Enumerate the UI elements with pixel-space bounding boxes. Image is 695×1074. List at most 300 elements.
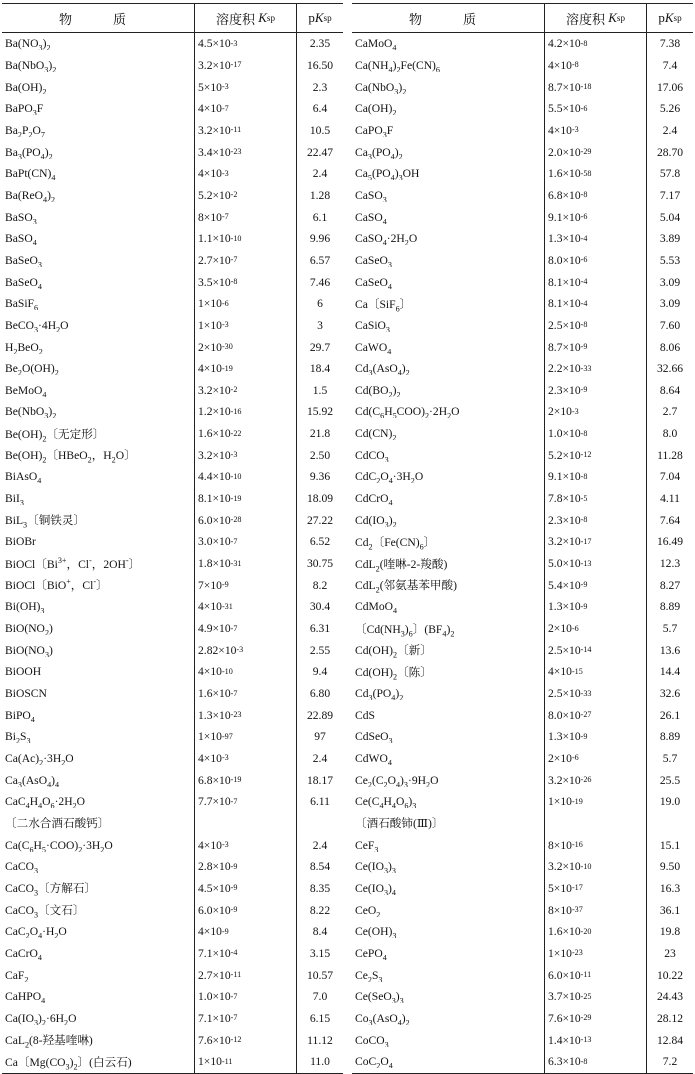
pksp-cell: 22.47 bbox=[296, 141, 343, 163]
table-row bbox=[2, 553, 343, 575]
ksp-cell: 1.3×10 -9 bbox=[544, 596, 646, 618]
table-row bbox=[352, 574, 693, 596]
ksp-cell: 6.8×10 -19 bbox=[194, 769, 296, 791]
substance-cell: CaCO$_3$〔方解石〕 bbox=[5, 882, 97, 897]
pksp-cell: 11.12 bbox=[296, 1029, 343, 1051]
pksp-cell: 6.4 bbox=[296, 98, 343, 120]
ksp-cell: 5.5×10 -6 bbox=[544, 98, 646, 120]
ksp-cell: 2.3×10 -9 bbox=[544, 380, 646, 402]
header-ksp: 溶度积 K sp bbox=[194, 4, 296, 32]
pksp-cell: 2.4 bbox=[296, 834, 343, 856]
table-row bbox=[352, 358, 693, 380]
substance-cell: $Ce(C_4H_4O_6)_3$ bbox=[355, 795, 417, 809]
table-header bbox=[2, 4, 343, 33]
pksp-cell: 6.52 bbox=[296, 531, 343, 553]
substance-cell: $Ca_3(AsO_4)_4$ bbox=[5, 773, 60, 787]
pksp-cell: 2.55 bbox=[296, 639, 343, 661]
table-row bbox=[352, 1029, 693, 1051]
ksp-cell: 4.5×10 -3 bbox=[194, 33, 296, 55]
ksp-cell: 4.2×10 -8 bbox=[544, 33, 646, 55]
substance-cell: $Ba(ReO_4)_2$ bbox=[5, 188, 55, 202]
ksp-cell: 8.0×10 -27 bbox=[544, 704, 646, 726]
substance-cell: CeO$_2$ bbox=[355, 903, 381, 917]
pksp-cell: 9.96 bbox=[296, 228, 343, 250]
ksp-cell: 6.0×10 -9 bbox=[194, 899, 296, 921]
table-row bbox=[352, 163, 693, 185]
table-row bbox=[2, 185, 343, 207]
ksp-cell: 1.6×10 -7 bbox=[194, 683, 296, 705]
substance-cell: $Ca(C_6H_5\cdot COO)_2\cdot 3H_2O$ bbox=[5, 838, 113, 852]
table-row bbox=[352, 791, 693, 813]
substance-cell: $CaSO_4\cdot 2H_2O$ bbox=[355, 232, 418, 246]
pksp-cell: 7.38 bbox=[646, 33, 693, 55]
substance-cell: $Bi(OH)_3$ bbox=[5, 600, 45, 614]
table-row bbox=[2, 1029, 343, 1051]
pksp-cell: 8.4 bbox=[296, 921, 343, 943]
pksp-cell: 16.3 bbox=[646, 878, 693, 900]
substance-cell: $Ce(IO_3)_4$ bbox=[355, 881, 396, 895]
ksp-cell: 2.5×10 -14 bbox=[544, 639, 646, 661]
substance-cell: CaCrO$_4$ bbox=[5, 946, 42, 960]
substance-cell: $Ba(NO_3)_2$ bbox=[5, 37, 51, 51]
table-row bbox=[2, 791, 343, 813]
substance-cell: $Cd(CN)_2$ bbox=[355, 427, 397, 441]
substance-cell: BiOCl〔$Bi^{3+}$，Cl-，2OH-〕 bbox=[5, 555, 141, 571]
table-row bbox=[2, 921, 343, 943]
ksp-cell: 4.4×10 -10 bbox=[194, 466, 296, 488]
substance-cell: BiPO$_4$ bbox=[5, 708, 35, 722]
substance-cell: CdL$_2$(喹啉-2-羧酸) bbox=[355, 557, 448, 572]
table-row bbox=[2, 986, 343, 1008]
table-row bbox=[2, 1008, 343, 1030]
ksp-cell: 8×10 -16 bbox=[544, 834, 646, 856]
substance-cell: BiI$_3$ bbox=[5, 492, 24, 506]
pksp-cell: 7.64 bbox=[646, 509, 693, 531]
ksp-cell: 3.2×10 -11 bbox=[194, 120, 296, 142]
ksp-cell: 1.3×10 -9 bbox=[544, 726, 646, 748]
table-row bbox=[352, 878, 693, 900]
ksp-cell: 4×10 -15 bbox=[544, 661, 646, 683]
substance-cell: CdL$_2$(邻氨基苯甲酸) bbox=[355, 579, 457, 594]
ksp-cell: 3.5×10 -8 bbox=[194, 271, 296, 293]
ksp-cell: 2.7×10 -7 bbox=[194, 250, 296, 272]
substance-cell: $BiO(NO_2)$ bbox=[5, 622, 53, 636]
table-row bbox=[352, 704, 693, 726]
table-row bbox=[2, 618, 343, 640]
ksp-cell: 1×10 -6 bbox=[194, 293, 296, 315]
pksp-cell: 97 bbox=[296, 726, 343, 748]
substance-cell: $H_2BeO_2$ bbox=[5, 340, 43, 354]
table-row bbox=[2, 509, 343, 531]
table-row bbox=[2, 120, 343, 142]
substance-cell: $Ca_5(PO_4)_3OH$ bbox=[355, 167, 420, 181]
ksp-cell: 3.2×10 -17 bbox=[544, 531, 646, 553]
substance-cell: $Cd(C_6H_5COO)_2\cdot 2H_2O$ bbox=[355, 405, 460, 419]
substance-cell: CaSO$_4$ bbox=[355, 210, 387, 224]
pksp-cell: 3 bbox=[296, 315, 343, 337]
ksp-cell: 1.6×10 -58 bbox=[544, 163, 646, 185]
substance-cell: CaF$_2$ bbox=[5, 968, 29, 982]
ksp-cell: 8.7×10 -18 bbox=[544, 76, 646, 98]
ksp-cell: 4×10 -3 bbox=[194, 834, 296, 856]
pksp-cell: 25.5 bbox=[646, 769, 693, 791]
ksp-cell: 6.3×10 -8 bbox=[544, 1051, 646, 1073]
substance-cell: $Cd_2$〔$Fe(CN)_6$〕 bbox=[355, 535, 436, 550]
substance-cell: $Ca(NH_4)_2Fe(CN)_6$ bbox=[355, 58, 440, 72]
solubility-table-left bbox=[2, 3, 343, 1074]
table-row bbox=[352, 769, 693, 791]
pksp-cell: 7.04 bbox=[646, 466, 693, 488]
table-row bbox=[2, 531, 343, 553]
table-row bbox=[2, 466, 343, 488]
substance-cell: CePO$_4$ bbox=[355, 946, 387, 960]
table-row bbox=[352, 531, 693, 553]
substance-cell: BaSO$_4$ bbox=[5, 232, 37, 246]
table-row bbox=[352, 250, 693, 272]
pksp-cell: 7.60 bbox=[646, 315, 693, 337]
pksp-cell: 8.2 bbox=[296, 574, 343, 596]
substance-cell: CdCO$_3$ bbox=[355, 448, 389, 462]
table-row bbox=[352, 639, 693, 661]
pksp-cell: 4.11 bbox=[646, 488, 693, 510]
pksp-cell: 22.89 bbox=[296, 704, 343, 726]
substance-cell: CdCrO$_4$ bbox=[355, 492, 393, 506]
pksp-cell: 2.4 bbox=[296, 748, 343, 770]
pksp-cell: 11.28 bbox=[646, 444, 693, 466]
table-row bbox=[2, 250, 343, 272]
header-ksp: 溶度积 K sp bbox=[544, 4, 646, 32]
pksp-cell: 7.46 bbox=[296, 271, 343, 293]
ksp-cell: 7.6×10 -29 bbox=[544, 1008, 646, 1030]
pksp-cell: 12.84 bbox=[646, 1029, 693, 1051]
substance-cell: CaSiO$_3$ bbox=[355, 318, 390, 332]
table-row bbox=[2, 423, 343, 445]
table-row bbox=[352, 553, 693, 575]
table-row bbox=[352, 748, 693, 770]
substance-cell: CoCO$_3$ bbox=[355, 1033, 389, 1047]
substance-cell: $Ba_3(PO_4)_2$ bbox=[5, 145, 53, 159]
ksp-cell: 1.4×10 -13 bbox=[544, 1029, 646, 1051]
ksp-cell: 2.2×10 -33 bbox=[544, 358, 646, 380]
pksp-cell: 2.50 bbox=[296, 444, 343, 466]
ksp-cell: 4×10 -3 bbox=[194, 748, 296, 770]
ksp-cell: 3.2×10 -17 bbox=[194, 55, 296, 77]
table-row bbox=[352, 444, 693, 466]
table-row bbox=[2, 488, 343, 510]
table-row bbox=[2, 683, 343, 705]
ksp-cell: 7.7×10 -7 bbox=[194, 791, 296, 813]
pksp-cell: 8.54 bbox=[296, 856, 343, 878]
pksp-cell: 23 bbox=[646, 943, 693, 965]
ksp-cell: 4×10 -10 bbox=[194, 661, 296, 683]
ksp-cell: 2×10 -6 bbox=[544, 748, 646, 770]
ksp-cell: 4×10 -19 bbox=[194, 358, 296, 380]
ksp-cell: 6.0×10 -11 bbox=[544, 964, 646, 986]
ksp-cell: 4×10 -31 bbox=[194, 596, 296, 618]
table-row bbox=[2, 596, 343, 618]
ksp-cell: 7.1×10 -7 bbox=[194, 1008, 296, 1030]
table-row bbox=[2, 336, 343, 358]
substance-cell: CdS bbox=[355, 708, 375, 722]
table-row bbox=[352, 206, 693, 228]
ksp-cell: 3.4×10 -23 bbox=[194, 141, 296, 163]
pksp-cell: 19.8 bbox=[646, 921, 693, 943]
pksp-cell: 15.92 bbox=[296, 401, 343, 423]
table-row bbox=[2, 1051, 343, 1073]
pksp-cell: 10.22 bbox=[646, 964, 693, 986]
pksp-cell: 27.22 bbox=[296, 509, 343, 531]
pksp-cell: 6.80 bbox=[296, 683, 343, 705]
substance-cell: BiOSCN bbox=[5, 687, 47, 701]
pksp-cell: 3.09 bbox=[646, 271, 693, 293]
substance-cell: $Ca(OH)_2$ bbox=[355, 102, 397, 116]
substance-cell: $Ca(IO_3)_2\cdot 6H_2O$ bbox=[5, 1011, 77, 1025]
pksp-cell: 2.3 bbox=[296, 76, 343, 98]
pksp-cell: 6.57 bbox=[296, 250, 343, 272]
table-row bbox=[2, 141, 343, 163]
substance-cell: $Cd_3(PO_4)_2$ bbox=[355, 687, 404, 701]
pksp-cell: 24.43 bbox=[646, 986, 693, 1008]
table-row bbox=[352, 185, 693, 207]
table-row bbox=[2, 228, 343, 250]
table-row bbox=[352, 401, 693, 423]
table-row bbox=[2, 704, 343, 726]
ksp-cell: 8×10 -7 bbox=[194, 206, 296, 228]
ksp-cell: 5×10 -3 bbox=[194, 76, 296, 98]
table-row bbox=[352, 964, 693, 986]
ksp-cell: 3.2×10 -26 bbox=[544, 769, 646, 791]
ksp-cell bbox=[194, 813, 296, 835]
substance-cell: CaSO$_3$ bbox=[355, 188, 387, 202]
substance-cell: BiL$_3$〔铜铁灵〕 bbox=[5, 514, 86, 529]
table-row bbox=[352, 986, 693, 1008]
substance-cell: BiOOH bbox=[5, 665, 42, 679]
table-row bbox=[352, 899, 693, 921]
header-pksp: p K sp bbox=[646, 4, 693, 32]
ksp-cell: 8×10 -37 bbox=[544, 899, 646, 921]
pksp-cell: 6.15 bbox=[296, 1008, 343, 1030]
pksp-cell: 8.22 bbox=[296, 899, 343, 921]
pksp-cell: 1.5 bbox=[296, 380, 343, 402]
substance-cell: 〔二水合酒石酸钙〕 bbox=[5, 817, 110, 831]
substance-cell: $Co_3(AsO_4)_2$ bbox=[355, 1011, 410, 1025]
ksp-cell: 5.2×10 -2 bbox=[194, 185, 296, 207]
pksp-cell: 12.3 bbox=[646, 553, 693, 575]
table-row bbox=[352, 76, 693, 98]
pksp-cell: 14.4 bbox=[646, 661, 693, 683]
ksp-cell: 5.2×10 -12 bbox=[544, 444, 646, 466]
substance-cell: $CaC_4H_4O_6\cdot 2H_2O$ bbox=[5, 795, 86, 809]
ksp-cell: 9.1×10 -8 bbox=[544, 466, 646, 488]
table-row bbox=[2, 899, 343, 921]
pksp-cell: 2.4 bbox=[296, 163, 343, 185]
pksp-cell: 19.0 bbox=[646, 791, 693, 813]
ksp-cell: 1×10 -11 bbox=[194, 1051, 296, 1073]
solubility-table-right bbox=[352, 3, 693, 1074]
table-body bbox=[2, 33, 343, 1073]
pksp-cell: 5.26 bbox=[646, 98, 693, 120]
pksp-cell: 5.7 bbox=[646, 618, 693, 640]
pksp-cell: 36.1 bbox=[646, 899, 693, 921]
ksp-cell: 4×10 -3 bbox=[194, 163, 296, 185]
substance-cell: CaWO$_4$ bbox=[355, 340, 392, 354]
substance-cell: $Cd(IO_3)_2$ bbox=[355, 513, 397, 527]
substance-cell: $Ba_2P_2O_7$ bbox=[5, 123, 45, 137]
pksp-cell: 13.6 bbox=[646, 639, 693, 661]
ksp-cell: 3.2×10 -2 bbox=[194, 380, 296, 402]
pksp-cell: 17.06 bbox=[646, 76, 693, 98]
pksp-cell: 18.09 bbox=[296, 488, 343, 510]
table-row bbox=[352, 834, 693, 856]
table-row bbox=[2, 834, 343, 856]
substance-cell: CaL$_2$(8-羟基喹啉) bbox=[5, 1034, 93, 1049]
ksp-cell: 5×10 -17 bbox=[544, 878, 646, 900]
substance-cell: $Ce(SeO_3)_3$ bbox=[355, 990, 404, 1004]
pksp-cell: 18.17 bbox=[296, 769, 343, 791]
pksp-cell: 3.15 bbox=[296, 943, 343, 965]
substance-cell: $Ca(NbO_3)_2$ bbox=[355, 80, 407, 94]
ksp-cell: 5.4×10 -9 bbox=[544, 574, 646, 596]
table-row bbox=[352, 921, 693, 943]
table-row bbox=[2, 33, 343, 55]
ksp-cell: 2.7×10 -11 bbox=[194, 964, 296, 986]
pksp-cell: 6 bbox=[296, 293, 343, 315]
table-row bbox=[2, 639, 343, 661]
table-row bbox=[352, 683, 693, 705]
substance-cell: BaSO$_3$ bbox=[5, 210, 37, 224]
substance-cell: $Cd(BO_2)_2$ bbox=[355, 383, 401, 397]
pksp-cell: 9.50 bbox=[646, 856, 693, 878]
substance-cell: CdWO$_4$ bbox=[355, 751, 392, 765]
table-header bbox=[352, 4, 693, 33]
ksp-cell: 8.7×10 -9 bbox=[544, 336, 646, 358]
ksp-cell: 6.8×10 -8 bbox=[544, 185, 646, 207]
pksp-cell: 5.04 bbox=[646, 206, 693, 228]
ksp-cell: 4.5×10 -9 bbox=[194, 878, 296, 900]
header-substance: 物 质 bbox=[408, 11, 490, 27]
substance-cell: Ca〔$Mg(CO_3)_2$〕(白云石) bbox=[5, 1055, 132, 1070]
substance-cell: $Be(NbO_3)_2$ bbox=[5, 405, 57, 419]
table-row bbox=[352, 466, 693, 488]
ksp-cell: 8.0×10 -6 bbox=[544, 250, 646, 272]
ksp-cell: 2.5×10 -8 bbox=[544, 315, 646, 337]
substance-cell: BiOBr bbox=[5, 535, 36, 549]
table-row bbox=[352, 488, 693, 510]
pksp-cell: 2.35 bbox=[296, 33, 343, 55]
ksp-cell: 8.1×10 -19 bbox=[194, 488, 296, 510]
ksp-cell: 1.6×10 -20 bbox=[544, 921, 646, 943]
pksp-cell: 8.27 bbox=[646, 574, 693, 596]
pksp-cell: 3.89 bbox=[646, 228, 693, 250]
table-row bbox=[352, 726, 693, 748]
table-body bbox=[352, 33, 693, 1073]
pksp-cell bbox=[646, 813, 693, 835]
table-row bbox=[2, 943, 343, 965]
ksp-cell bbox=[544, 813, 646, 835]
pksp-cell: 8.0 bbox=[646, 423, 693, 445]
pksp-cell: 1.28 bbox=[296, 185, 343, 207]
table-row bbox=[352, 943, 693, 965]
table-row bbox=[352, 509, 693, 531]
table-row bbox=[2, 380, 343, 402]
table-row bbox=[2, 358, 343, 380]
pksp-cell: 8.06 bbox=[646, 336, 693, 358]
substance-cell: $BiO(NO_3)$ bbox=[5, 643, 53, 657]
ksp-cell: 7.6×10 -12 bbox=[194, 1029, 296, 1051]
table-row bbox=[352, 618, 693, 640]
substance-cell: CaPO$_3$F bbox=[355, 123, 394, 137]
substance-cell: BeMoO$_4$ bbox=[5, 383, 47, 397]
table-row bbox=[2, 206, 343, 228]
pksp-cell: 5.53 bbox=[646, 250, 693, 272]
table-row bbox=[2, 661, 343, 683]
ksp-cell: 7.8×10 -5 bbox=[544, 488, 646, 510]
ksp-cell: 7×10 -9 bbox=[194, 574, 296, 596]
table-row bbox=[352, 1051, 693, 1073]
pksp-cell: 8.64 bbox=[646, 380, 693, 402]
ksp-cell: 1.0×10 -7 bbox=[194, 986, 296, 1008]
substance-cell: $CdC_2O_4\cdot 3H_2O$ bbox=[355, 470, 424, 484]
ksp-cell: 2.8×10 -9 bbox=[194, 856, 296, 878]
substance-cell: BaSiF$_6$ bbox=[5, 297, 39, 311]
pksp-cell: 11.0 bbox=[296, 1051, 343, 1073]
ksp-cell: 3.2×10 -10 bbox=[544, 856, 646, 878]
ksp-cell: 1.2×10 -16 bbox=[194, 401, 296, 423]
ksp-cell: 1.1×10 -10 bbox=[194, 228, 296, 250]
substance-cell: $Be(OH)_2$〔HBeO$_2$，$H_2O$〕 bbox=[5, 449, 136, 464]
pksp-cell: 5.7 bbox=[646, 748, 693, 770]
pksp-cell: 32.6 bbox=[646, 683, 693, 705]
table-row bbox=[2, 293, 343, 315]
substance-cell: $Ce(IO_3)_3$ bbox=[355, 860, 396, 874]
pksp-cell: 8.89 bbox=[646, 596, 693, 618]
table-row bbox=[352, 380, 693, 402]
substance-cell: $Cd(OH)_2$〔陈〕 bbox=[355, 665, 432, 680]
ksp-cell: 7.1×10 -4 bbox=[194, 943, 296, 965]
substance-cell: CaSeO$_4$ bbox=[355, 275, 392, 289]
pksp-cell: 21.8 bbox=[296, 423, 343, 445]
ksp-cell: 1.3×10 -23 bbox=[194, 704, 296, 726]
substance-cell: BiAsO$_4$ bbox=[5, 470, 42, 484]
substance-cell: BaSeO$_4$ bbox=[5, 275, 42, 289]
pksp-cell: 8.89 bbox=[646, 726, 693, 748]
substance-cell: CeF$_3$ bbox=[355, 838, 379, 852]
table-row bbox=[2, 964, 343, 986]
substance-cell: 〔酒石酸铈(Ⅲ)〕 bbox=[355, 817, 444, 831]
ksp-cell: 1.6×10 -22 bbox=[194, 423, 296, 445]
pksp-cell: 9.36 bbox=[296, 466, 343, 488]
ksp-cell: 8.1×10 -4 bbox=[544, 271, 646, 293]
substance-cell: BaPO$_3$F bbox=[5, 102, 44, 116]
substance-cell: BiOCl〔BiO+，Cl-〕 bbox=[5, 577, 108, 593]
ksp-cell: 1.8×10 -31 bbox=[194, 553, 296, 575]
pksp-cell: 9.4 bbox=[296, 661, 343, 683]
substance-cell: CaHPO$_4$ bbox=[5, 990, 46, 1004]
table-row bbox=[2, 315, 343, 337]
ksp-cell: 2.0×10 -29 bbox=[544, 141, 646, 163]
ksp-cell: 3.0×10 -7 bbox=[194, 531, 296, 553]
table-row bbox=[352, 423, 693, 445]
substance-cell: $Cd_3(AsO_4)_2$ bbox=[355, 362, 410, 376]
substance-cell: $Ce_2S_3$ bbox=[355, 968, 383, 982]
pksp-cell: 7.17 bbox=[646, 185, 693, 207]
ksp-cell: 1×10 -23 bbox=[544, 943, 646, 965]
table-row bbox=[2, 76, 343, 98]
substance-cell: CdSeO$_3$ bbox=[355, 730, 393, 744]
table-row bbox=[2, 726, 343, 748]
table-row bbox=[2, 401, 343, 423]
substance-cell: $Be(OH)_2$〔无定形〕 bbox=[5, 427, 105, 442]
